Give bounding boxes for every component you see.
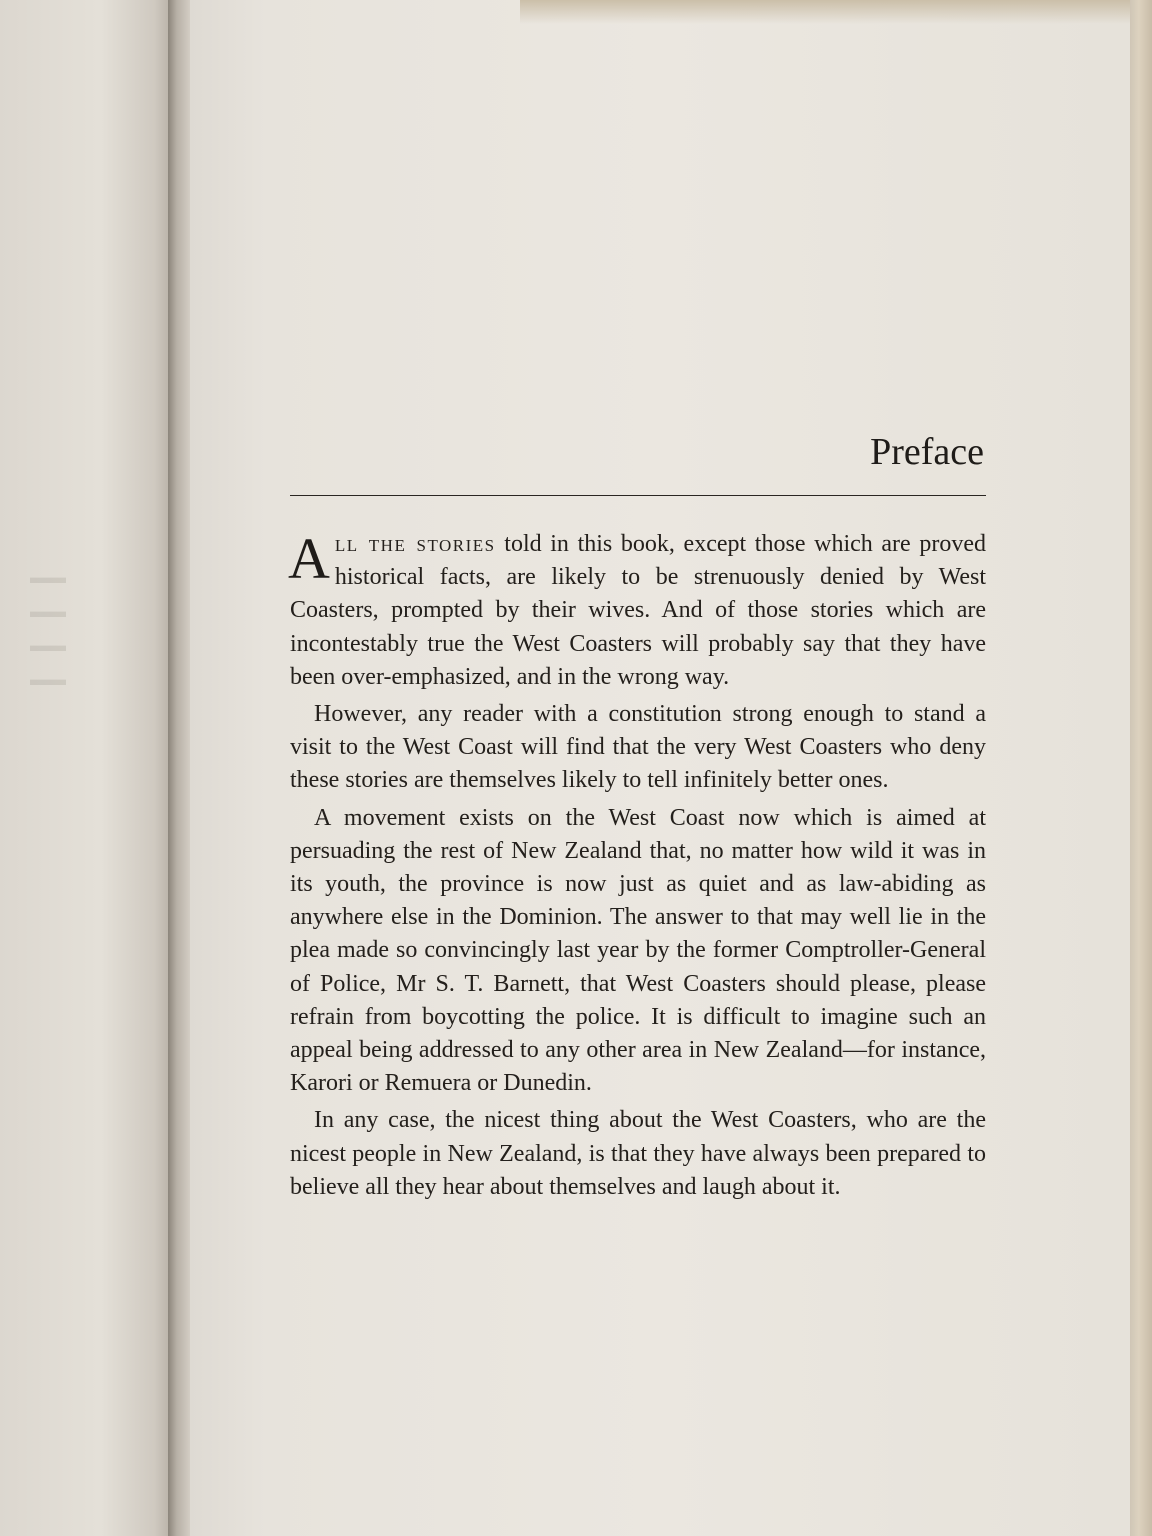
show-through-text: ▬▬ ▬▬ ▬▬ ▬▬ [30,567,66,689]
lead-in-smallcaps: ll the stories [334,531,496,557]
paragraph-3: A movement exists on the West Coast now which is aimed at persuading the rest of New Zealand that, no matter how wild it was in its youth, the province is now just as quiet and as law-abiding as anywhere else in the Dominion. The answer to that may well lie in the plea made so convincingly last year by the former Comptroller-General of Police, Mr S. T. Barnett, that West Coasters should please, please refrain from boycotting the police. It is difficult to imagine such an appeal being addressed to any other area in New Zealand—for instance, Karori or Remuera or Dunedin. [290,804,986,1097]
title-rule [290,495,986,496]
paragraph-1 [290,528,986,694]
preface-body [290,528,986,1208]
book-gutter [168,0,190,1536]
page-edge [1130,0,1152,1536]
left-page [0,0,168,1536]
paragraph-1-text: told in this book, except those which are proved historical facts, are likely to be strenuously denied by West Coasters, prompted by their wives. And of those stories which are incontestably true the West Coasters will probably say that they have been over-emphasized, and in the wrong way. [290,531,986,690]
page-stain [520,0,1152,24]
drop-cap: A [288,526,330,591]
paragraph-2: However, any reader with a constitution strong enough to stand a visit to the West Coast will find that the very West Coasters who deny these stories are themselves likely to tell infinitely better ones. [290,701,986,794]
paragraph-4: In any case, the nicest thing about the West Coasters, who are the nicest people in New Zealand, is that they have always been prepared to believe all they hear about themselves and laugh about it. [290,1107,986,1200]
page-title: Preface [870,431,984,473]
